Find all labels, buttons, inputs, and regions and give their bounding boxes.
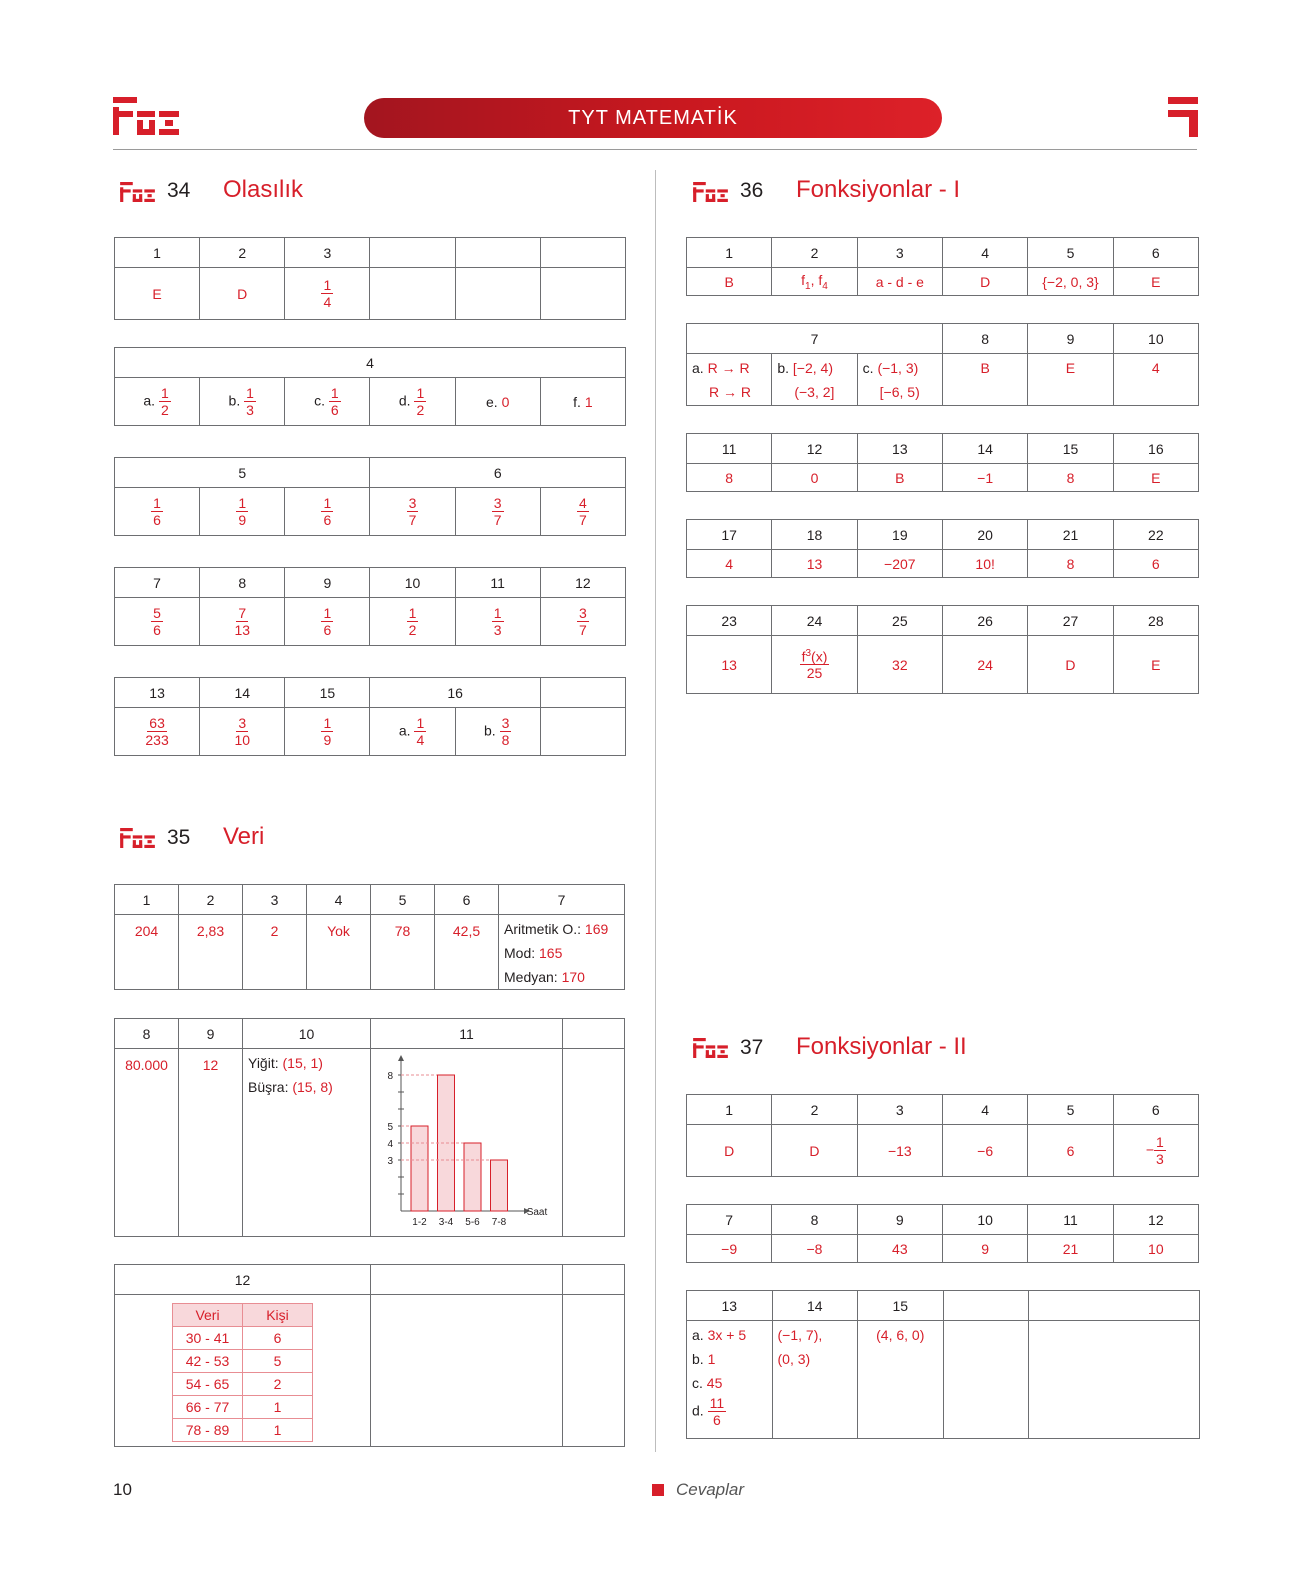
answer-table: 17 18 19 20 21 22 4 13 −207 10! 8 6 (686, 519, 1199, 578)
section-number: 37 (740, 1036, 764, 1059)
faz-small-logo (691, 182, 730, 202)
answer-table: 1 2 3 4 5 6 7 204 2,83 2 Yok 78 42,5 Aritmetik O.: 169 Mod: 165 Medyan: 170 (114, 884, 625, 990)
section-title: Veri (223, 823, 265, 850)
y-tick-label: 8 (387, 1071, 393, 1082)
x-tick-label: 5-6 (465, 1217, 480, 1228)
x-axis-label: Saat (526, 1207, 548, 1218)
fraction: $\frac{1}{4}$ (323, 276, 332, 310)
answer-table: 7 8 9 10 a. R → R R → R b. [−2, 4) (−3, 2] c. (−1, 3) [−6, 5) B E 4 (686, 323, 1199, 406)
page-number: 10 (113, 1480, 132, 1499)
section-number: 34 (167, 179, 191, 202)
footer-label: Cevaplar (676, 1480, 745, 1499)
x-tick-label: 1-2 (412, 1217, 427, 1228)
histogram-bar (491, 1160, 508, 1211)
answer-table: 1 2 3 4 5 6 D D −13 −6 6 − $\frac{1}{3}$ (686, 1094, 1199, 1177)
y-tick-label: 3 (387, 1156, 393, 1167)
section-number: 36 (740, 179, 764, 202)
answer-table: 12 Veri Kişi 30 - 41 6 42 - 53 5 54 - 65 2 66 - 77 1 78 - 89 1 (114, 1264, 625, 1447)
faz-small-logo (118, 828, 157, 848)
answer-table: 1 2 3 4 5 6 B $f_1$, $f_4$ a - d - e D {−2, 0, 3} E (686, 237, 1199, 296)
x-tick-label: 7-8 (491, 1217, 507, 1228)
section-title: Olasılık (223, 176, 304, 203)
column-divider (655, 170, 656, 1452)
answer-table: 7 8 9 10 11 12 −9 −8 43 9 21 10 (686, 1204, 1199, 1263)
answer-table: 11 12 13 14 15 16 8 0 B −1 8 E (686, 433, 1199, 492)
subject-banner (364, 98, 942, 138)
answer: D (200, 268, 285, 320)
header-rule (113, 149, 1197, 150)
section-number: 35 (167, 826, 191, 849)
frequency-table: Veri Kişi 30 - 41 6 42 - 53 5 54 - 65 2 66 - 77 1 78 - 89 1 (172, 1303, 313, 1442)
y-tick-label: 4 (387, 1139, 393, 1150)
section-title: Fonksiyonlar - II (796, 1033, 967, 1060)
answer-table: 4 a. $\frac{1}{2}$ b. $\frac{1}{3}$ c. $\frac{1}{6}$ d. $\frac{1}{2}$ e. 0 f. 1 (114, 347, 626, 426)
faz-small-logo (691, 1038, 730, 1058)
x-tick-label: 3-4 (438, 1217, 454, 1228)
f-mark-icon (1168, 97, 1198, 137)
histogram-bar (411, 1126, 428, 1211)
section-title: Fonksiyonlar - I (796, 176, 961, 203)
answer-table: 7 8 9 10 11 12 $\frac{5}{6}$ $\frac{7}{13}$ $\frac{1}{6}$ $\frac{1}{2}$ $\frac{1}{3}$ $\frac{3}{7}$ (114, 567, 626, 646)
answer-table: 8 9 10 11 80.000 12 Yiğit: (15, 1) Büşra: (15, 8) 1-2 3-4 5-6 7-8 3 4 5 8 Saat (114, 1018, 625, 1237)
answer-table: 1 2 3 E D $\frac{1}{4}$ (114, 237, 626, 320)
faz-small-logo (118, 182, 157, 202)
footer-square-icon (652, 1484, 664, 1496)
y-tick-label: 5 (387, 1122, 393, 1133)
answer-table: 13 14 15 16 $\frac{63}{233}$ $\frac{3}{10}$ $\frac{1}{9}$ a. $\frac{1}{4}$ b. $\frac{3}{8}$ (114, 677, 626, 756)
histogram-chart (371, 1049, 563, 1237)
subject-title: TYT MATEMATİK (568, 107, 738, 129)
histogram-bar (464, 1143, 481, 1211)
answer-table: 5 6 $\frac{1}{6}$ $\frac{1}{9}$ $\frac{1}{6}$ $\frac{3}{7}$ $\frac{3}{7}$ $\frac{4}{7}$ (114, 457, 626, 536)
answer: E (115, 268, 200, 320)
answer-table: 13 14 15 a. 3x + 5 b. 1 c. 45 d. $\frac{11}{6}$ (−1, 7), (0, 3) (4, 6, 0) (686, 1290, 1200, 1439)
faz-logo (113, 97, 179, 135)
answer-table: 23 24 25 26 27 28 13 $\frac{f^3(x)}{25}$ 32 24 D E (686, 605, 1199, 694)
